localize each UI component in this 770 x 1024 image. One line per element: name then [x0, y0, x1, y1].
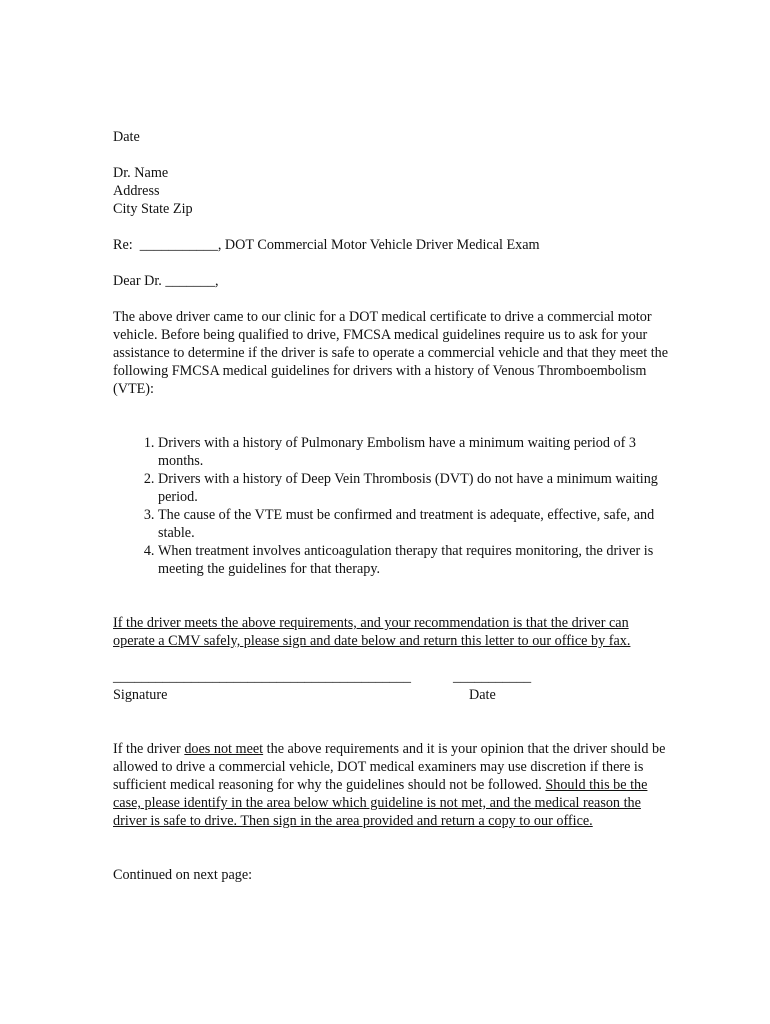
does-not-meet-paragraph	[113, 740, 673, 830]
recipient-name: Dr. Name	[113, 165, 169, 181]
meets-requirements-instruction: If the driver meets the above requirements, and your recommendation is that the driver can operate a CMV safely, please sign and date below and return this letter to our office by fax.	[113, 615, 631, 649]
signature-date-line: ___________	[453, 669, 532, 685]
requirement-item: 3. The cause of the VTE must be confirmed and treatment is adequate, effective, safe, and stable.	[158, 506, 663, 542]
requirement-item: 4. When treatment involves anticoagulation therapy that requires monitoring, the driver is meeting the guidelines for that therapy.	[158, 542, 663, 578]
not-meet-underlined-instruction: Should this be the case, please identify in the area below which guideline is not met, and the medical reason the driver is safe to drive. Then sign in the area provided and return a copy to our office.	[113, 777, 648, 829]
requirement-item: 1. Drivers with a history of Pulmonary Embolism have a minimum waiting period of 3 months.	[158, 434, 663, 470]
intro-paragraph: The above driver came to our clinic for a DOT medical certificate to drive a commercial motor vehicle. Before being qualified to drive, FMCSA medical guidelines require us to ask for your assistance to determine if the driver is safe to operate a commercial vehicle and that they meet the following FMCSA medical guidelines for drivers with a history of Venous Thromboembolism (VTE):	[113, 309, 669, 397]
not-meet-emphasis: does not meet	[184, 741, 264, 757]
date-line: Date	[113, 129, 140, 145]
signature-block	[113, 668, 673, 704]
letter-page	[113, 128, 673, 884]
recipient-city-state-zip: City State Zip	[113, 201, 193, 217]
continued-note: Continued on next page:	[113, 867, 253, 883]
requirements-list	[113, 434, 663, 578]
not-meet-text-1: If the driver	[113, 741, 185, 757]
not-meet-text-2: the above requirements and it is your opinion that the driver should be allowed to drive a commercial vehicle, DOT medical examiners may use discretion if there is sufficient medical reasoning for why the guidelines should not be followed.	[113, 741, 666, 793]
signature-line: __________________________________________	[113, 669, 411, 685]
signature-label: Signature	[113, 687, 168, 703]
salutation: Dear Dr. _______,	[113, 273, 219, 289]
recipient-address: Address	[113, 183, 160, 199]
requirement-item: 2. Drivers with a history of Deep Vein Thrombosis (DVT) do not have a minimum waiting period.	[158, 470, 663, 506]
re-line: Re: ___________, DOT Commercial Motor Vehicle Driver Medical Exam	[113, 237, 540, 253]
date-label: Date	[469, 687, 496, 703]
